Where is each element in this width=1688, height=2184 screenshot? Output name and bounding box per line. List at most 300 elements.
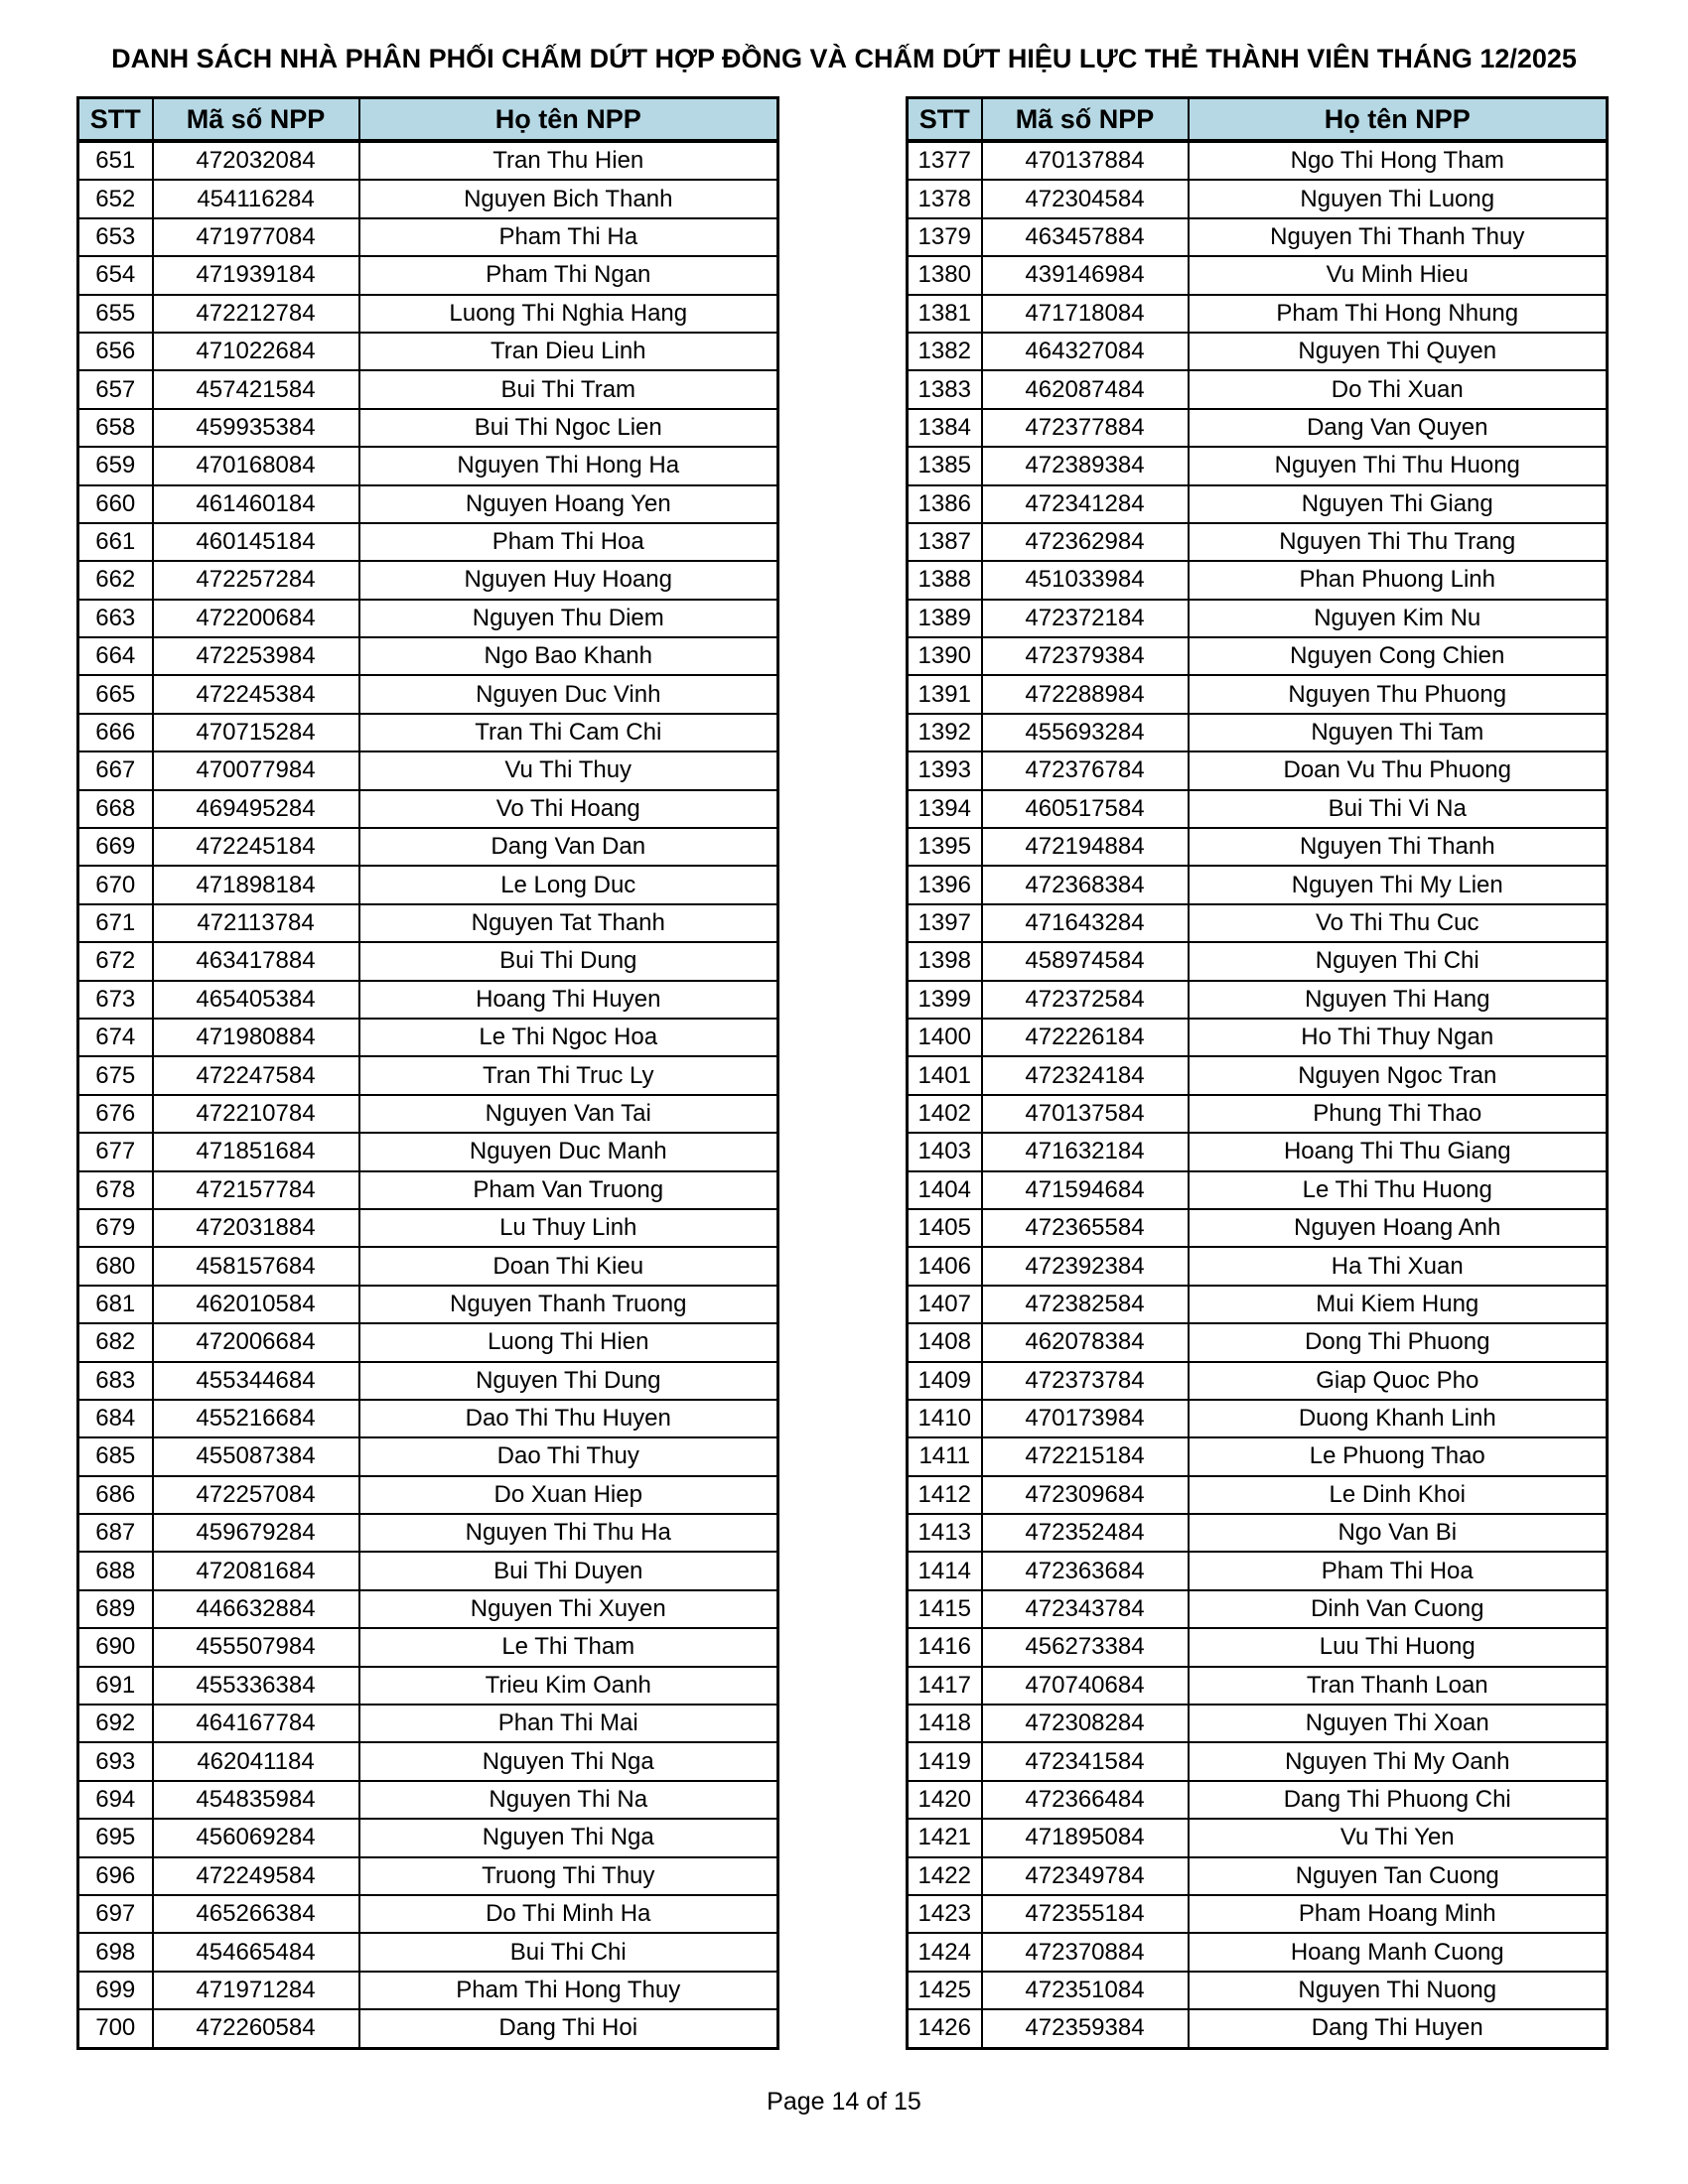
stt-cell: 685 [78, 1437, 153, 1475]
table-row [908, 447, 1608, 484]
code-cell: 472352484 [982, 1514, 1189, 1552]
code-cell: 472376784 [982, 751, 1189, 789]
code-cell: 472288984 [982, 675, 1189, 713]
table-row [908, 1819, 1608, 1856]
name-cell: Do Xuan Hiep [359, 1476, 778, 1514]
name-cell: Phan Phuong Linh [1189, 561, 1608, 599]
name-cell: Nguyen Thi Thu Huong [1189, 447, 1608, 484]
name-cell: Doan Thi Kieu [359, 1247, 778, 1285]
code-cell: 446632884 [153, 1590, 359, 1628]
col-header-stt: STT [908, 98, 982, 142]
name-cell: Nguyen Cong Chien [1189, 637, 1608, 675]
code-cell: 472212784 [153, 295, 359, 333]
stt-cell: 653 [78, 218, 153, 256]
name-cell: Ho Thi Thuy Ngan [1189, 1019, 1608, 1056]
stt-cell: 691 [78, 1667, 153, 1705]
table-row [78, 1476, 778, 1514]
stt-cell: 1425 [908, 1972, 982, 2009]
table-row [908, 1476, 1608, 1514]
name-cell: Nguyen Thu Diem [359, 600, 778, 637]
stt-cell: 1423 [908, 1895, 982, 1933]
code-cell: 470137584 [982, 1095, 1189, 1133]
name-cell: Tran Thu Hien [359, 141, 778, 180]
table-row [908, 1705, 1608, 1742]
table-row [908, 714, 1608, 751]
table-row [908, 485, 1608, 523]
code-cell: 472341584 [982, 1742, 1189, 1780]
stt-cell: 1397 [908, 904, 982, 942]
code-cell: 472366484 [982, 1781, 1189, 1819]
table-row [78, 1019, 778, 1056]
code-cell: 462041184 [153, 1742, 359, 1780]
table-row [78, 904, 778, 942]
stt-cell: 696 [78, 1857, 153, 1895]
table-row [78, 751, 778, 789]
name-cell: Nguyen Thi Hong Ha [359, 447, 778, 484]
code-cell: 471718084 [982, 295, 1189, 333]
stt-cell: 1389 [908, 600, 982, 637]
code-cell: 472006684 [153, 1323, 359, 1361]
code-cell: 470137884 [982, 141, 1189, 180]
table-row [78, 1095, 778, 1133]
name-cell: Doan Vu Thu Phuong [1189, 751, 1608, 789]
code-cell: 472389384 [982, 447, 1189, 484]
table-row [908, 1133, 1608, 1170]
stt-cell: 1407 [908, 1286, 982, 1323]
name-cell: Dao Thi Thuy [359, 1437, 778, 1475]
name-cell: Bui Thi Chi [359, 1933, 778, 1971]
code-cell: 472372184 [982, 600, 1189, 637]
table-row [908, 1628, 1608, 1666]
table-row [78, 1400, 778, 1437]
code-cell: 464327084 [982, 333, 1189, 370]
name-cell: Nguyen Thanh Truong [359, 1286, 778, 1323]
code-cell: 472113784 [153, 904, 359, 942]
table-row [78, 1705, 778, 1742]
table-row [78, 1362, 778, 1400]
name-cell: Pham Hoang Minh [1189, 1895, 1608, 1933]
name-cell: Pham Thi Hoa [1189, 1552, 1608, 1589]
stt-cell: 1384 [908, 409, 982, 447]
name-cell: Nguyen Thi Luong [1189, 180, 1608, 217]
table-row [78, 1286, 778, 1323]
name-cell: Luong Thi Hien [359, 1323, 778, 1361]
stt-cell: 665 [78, 675, 153, 713]
stt-cell: 1402 [908, 1095, 982, 1133]
table-row [78, 600, 778, 637]
col-header-name: Họ tên NPP [359, 98, 778, 142]
code-cell: 472309684 [982, 1476, 1189, 1514]
code-cell: 472260584 [153, 2009, 359, 2048]
table-row [908, 256, 1608, 294]
name-cell: Dinh Van Cuong [1189, 1590, 1608, 1628]
table-row [908, 218, 1608, 256]
name-cell: Vu Thi Yen [1189, 1819, 1608, 1856]
stt-cell: 1395 [908, 828, 982, 866]
stt-cell: 1421 [908, 1819, 982, 1856]
table-row [78, 561, 778, 599]
name-cell: Pham Thi Hoa [359, 523, 778, 561]
stt-cell: 654 [78, 256, 153, 294]
stt-cell: 1387 [908, 523, 982, 561]
name-cell: Nguyen Thi Tam [1189, 714, 1608, 751]
stt-cell: 1399 [908, 981, 982, 1019]
code-cell: 465405384 [153, 981, 359, 1019]
name-cell: Dang Thi Phuong Chi [1189, 1781, 1608, 1819]
table-row [908, 523, 1608, 561]
code-cell: 463457884 [982, 218, 1189, 256]
stt-cell: 1391 [908, 675, 982, 713]
stt-cell: 656 [78, 333, 153, 370]
name-cell: Nguyen Bich Thanh [359, 180, 778, 217]
name-cell: Bui Thi Vi Na [1189, 790, 1608, 828]
table-row [78, 1552, 778, 1589]
name-cell: Le Long Duc [359, 866, 778, 903]
table-row [908, 180, 1608, 217]
table-row [908, 1781, 1608, 1819]
code-cell: 472370884 [982, 1933, 1189, 1971]
name-cell: Tran Thi Cam Chi [359, 714, 778, 751]
table-row [908, 1742, 1608, 1780]
table-row [908, 1286, 1608, 1323]
table-row [908, 1857, 1608, 1895]
table-row [908, 904, 1608, 942]
code-cell: 451033984 [982, 561, 1189, 599]
name-cell: Nguyen Thi Thanh Thuy [1189, 218, 1608, 256]
name-cell: Nguyen Thi Hang [1189, 981, 1608, 1019]
name-cell: Bui Thi Dung [359, 942, 778, 980]
stt-cell: 1416 [908, 1628, 982, 1666]
code-cell: 471643284 [982, 904, 1189, 942]
stt-cell: 651 [78, 141, 153, 180]
code-cell: 470715284 [153, 714, 359, 751]
name-cell: Hoang Thi Thu Giang [1189, 1133, 1608, 1170]
name-cell: Vo Thi Hoang [359, 790, 778, 828]
table-row [908, 790, 1608, 828]
code-cell: 455507984 [153, 1628, 359, 1666]
name-cell: Nguyen Duc Manh [359, 1133, 778, 1170]
page-title: DANH SÁCH NHÀ PHÂN PHỐI CHẤM DỨT HỢP ĐỒNG VÀ CHẤM DỨT HIỆU LỰC THẺ THÀNH VIÊN THÁNG 12/2025 [111, 44, 1577, 73]
right-table-header-row [908, 98, 1608, 142]
name-cell: Nguyen Thi Giang [1189, 485, 1608, 523]
stt-cell: 677 [78, 1133, 153, 1170]
code-cell: 472253984 [153, 637, 359, 675]
code-cell: 472351084 [982, 1972, 1189, 2009]
table-row [908, 1362, 1608, 1400]
stt-cell: 1383 [908, 370, 982, 408]
code-cell: 472081684 [153, 1552, 359, 1589]
table-row [78, 1857, 778, 1895]
name-cell: Do Thi Xuan [1189, 370, 1608, 408]
stt-cell: 1403 [908, 1133, 982, 1170]
stt-cell: 1400 [908, 1019, 982, 1056]
stt-cell: 698 [78, 1933, 153, 1971]
name-cell: Nguyen Thi Chi [1189, 942, 1608, 980]
stt-cell: 1405 [908, 1209, 982, 1247]
code-cell: 471594684 [982, 1171, 1189, 1209]
name-cell: Nguyen Hoang Anh [1189, 1209, 1608, 1247]
table-row [908, 1552, 1608, 1589]
table-row [908, 1590, 1608, 1628]
table-row [78, 409, 778, 447]
name-cell: Vo Thi Thu Cuc [1189, 904, 1608, 942]
code-cell: 472372584 [982, 981, 1189, 1019]
stt-cell: 1390 [908, 637, 982, 675]
name-cell: Pham Thi Ngan [359, 256, 778, 294]
code-cell: 472355184 [982, 1895, 1189, 1933]
table-row [78, 485, 778, 523]
stt-cell: 1382 [908, 333, 982, 370]
table-row [908, 1323, 1608, 1361]
name-cell: Vu Thi Thuy [359, 751, 778, 789]
name-cell: Nguyen Thi Nga [359, 1742, 778, 1780]
table-row [78, 333, 778, 370]
table-row [78, 1209, 778, 1247]
tables-container [0, 96, 1688, 2050]
code-cell: 460145184 [153, 523, 359, 561]
stt-cell: 661 [78, 523, 153, 561]
stt-cell: 668 [78, 790, 153, 828]
table-row [908, 1247, 1608, 1285]
stt-cell: 1412 [908, 1476, 982, 1514]
stt-cell: 1379 [908, 218, 982, 256]
name-cell: Dao Thi Thu Huyen [359, 1400, 778, 1437]
code-cell: 472382584 [982, 1286, 1189, 1323]
code-cell: 456069284 [153, 1819, 359, 1856]
code-cell: 472247584 [153, 1056, 359, 1094]
table-row [78, 1781, 778, 1819]
name-cell: Dong Thi Phuong [1189, 1323, 1608, 1361]
code-cell: 472365584 [982, 1209, 1189, 1247]
stt-cell: 681 [78, 1286, 153, 1323]
table-row [908, 637, 1608, 675]
table-row [908, 2009, 1608, 2048]
name-cell: Truong Thi Thuy [359, 1857, 778, 1895]
table-row [78, 1972, 778, 2009]
table-row [908, 1400, 1608, 1437]
name-cell: Le Thi Ngoc Hoa [359, 1019, 778, 1056]
stt-cell: 690 [78, 1628, 153, 1666]
stt-cell: 672 [78, 942, 153, 980]
stt-cell: 678 [78, 1171, 153, 1209]
name-cell: Nguyen Duc Vinh [359, 675, 778, 713]
code-cell: 461460184 [153, 485, 359, 523]
code-cell: 458157684 [153, 1247, 359, 1285]
table-row [78, 790, 778, 828]
name-cell: Nguyen Tan Cuong [1189, 1857, 1608, 1895]
name-cell: Nguyen Thi Xuyen [359, 1590, 778, 1628]
code-cell: 472194884 [982, 828, 1189, 866]
stt-cell: 689 [78, 1590, 153, 1628]
name-cell: Giap Quoc Pho [1189, 1362, 1608, 1400]
code-cell: 471977084 [153, 218, 359, 256]
stt-cell: 1378 [908, 180, 982, 217]
stt-cell: 687 [78, 1514, 153, 1552]
name-cell: Lu Thuy Linh [359, 1209, 778, 1247]
table-row [908, 1171, 1608, 1209]
left-table [76, 96, 779, 2050]
code-cell: 454665484 [153, 1933, 359, 1971]
code-cell: 472308284 [982, 1705, 1189, 1742]
name-cell: Bui Thi Ngoc Lien [359, 409, 778, 447]
stt-cell: 1388 [908, 561, 982, 599]
code-cell: 459679284 [153, 1514, 359, 1552]
name-cell: Duong Khanh Linh [1189, 1400, 1608, 1437]
code-cell: 455336384 [153, 1667, 359, 1705]
name-cell: Nguyen Thu Phuong [1189, 675, 1608, 713]
code-cell: 471980884 [153, 1019, 359, 1056]
table-row [908, 1895, 1608, 1933]
code-cell: 472362984 [982, 523, 1189, 561]
stt-cell: 1377 [908, 141, 982, 180]
stt-cell: 699 [78, 1972, 153, 2009]
code-cell: 463417884 [153, 942, 359, 980]
stt-cell: 697 [78, 1895, 153, 1933]
stt-cell: 1386 [908, 485, 982, 523]
stt-cell: 667 [78, 751, 153, 789]
page-number: Page 14 of 15 [767, 2087, 921, 2116]
name-cell: Pham Thi Ha [359, 218, 778, 256]
table-row [908, 1437, 1608, 1475]
table-row [908, 751, 1608, 789]
table-row [908, 600, 1608, 637]
name-cell: Le Thi Tham [359, 1628, 778, 1666]
name-cell: Hoang Thi Huyen [359, 981, 778, 1019]
stt-cell: 680 [78, 1247, 153, 1285]
stt-cell: 657 [78, 370, 153, 408]
table-row [908, 1209, 1608, 1247]
code-cell: 472359384 [982, 2009, 1189, 2048]
stt-cell: 1381 [908, 295, 982, 333]
code-cell: 472249584 [153, 1857, 359, 1895]
stt-cell: 669 [78, 828, 153, 866]
code-cell: 471022684 [153, 333, 359, 370]
code-cell: 472157784 [153, 1171, 359, 1209]
code-cell: 472377884 [982, 409, 1189, 447]
name-cell: Dang Van Quyen [1189, 409, 1608, 447]
code-cell: 472245184 [153, 828, 359, 866]
table-row [78, 942, 778, 980]
table-row [78, 866, 778, 903]
name-cell: Nguyen Thi Xoan [1189, 1705, 1608, 1742]
stt-cell: 652 [78, 180, 153, 217]
stt-cell: 1414 [908, 1552, 982, 1589]
stt-cell: 663 [78, 600, 153, 637]
code-cell: 454835984 [153, 1781, 359, 1819]
code-cell: 472257084 [153, 1476, 359, 1514]
code-cell: 470168084 [153, 447, 359, 484]
table-row [908, 866, 1608, 903]
left-table-header-row [78, 98, 778, 142]
code-cell: 472349784 [982, 1857, 1189, 1895]
name-cell: Phan Thi Mai [359, 1705, 778, 1742]
stt-cell: 674 [78, 1019, 153, 1056]
code-cell: 454116284 [153, 180, 359, 217]
name-cell: Nguyen Thi Na [359, 1781, 778, 1819]
stt-cell: 670 [78, 866, 153, 903]
table-row [78, 523, 778, 561]
name-cell: Trieu Kim Oanh [359, 1667, 778, 1705]
table-row [908, 981, 1608, 1019]
stt-cell: 1385 [908, 447, 982, 484]
table-row [78, 637, 778, 675]
code-cell: 455216684 [153, 1400, 359, 1437]
table-row [78, 1742, 778, 1780]
stt-cell: 675 [78, 1056, 153, 1094]
stt-cell: 658 [78, 409, 153, 447]
code-cell: 472245384 [153, 675, 359, 713]
name-cell: Dang Van Dan [359, 828, 778, 866]
table-row [908, 675, 1608, 713]
table-row [908, 295, 1608, 333]
table-row [78, 1056, 778, 1094]
table-row [78, 1628, 778, 1666]
table-row [908, 1056, 1608, 1094]
code-cell: 462078384 [982, 1323, 1189, 1361]
code-cell: 469495284 [153, 790, 359, 828]
name-cell: Nguyen Thi Thu Trang [1189, 523, 1608, 561]
table-row [78, 1323, 778, 1361]
name-cell: Pham Van Truong [359, 1171, 778, 1209]
stt-cell: 1419 [908, 1742, 982, 1780]
name-cell: Luong Thi Nghia Hang [359, 295, 778, 333]
code-cell: 459935384 [153, 409, 359, 447]
code-cell: 472210784 [153, 1095, 359, 1133]
code-cell: 455344684 [153, 1362, 359, 1400]
table-row [78, 675, 778, 713]
stt-cell: 1426 [908, 2009, 982, 2048]
table-row [908, 1933, 1608, 1971]
code-cell: 465266384 [153, 1895, 359, 1933]
table-row [908, 1019, 1608, 1056]
col-header-code: Mã số NPP [982, 98, 1189, 142]
stt-cell: 673 [78, 981, 153, 1019]
code-cell: 439146984 [982, 256, 1189, 294]
name-cell: Ngo Bao Khanh [359, 637, 778, 675]
table-row [908, 1514, 1608, 1552]
name-cell: Hoang Manh Cuong [1189, 1933, 1608, 1971]
stt-cell: 671 [78, 904, 153, 942]
table-row [78, 714, 778, 751]
code-cell: 470740684 [982, 1667, 1189, 1705]
table-row [78, 295, 778, 333]
name-cell: Ngo Van Bi [1189, 1514, 1608, 1552]
code-cell: 472392384 [982, 1247, 1189, 1285]
name-cell: Nguyen Ngoc Tran [1189, 1056, 1608, 1094]
table-row [78, 180, 778, 217]
code-cell: 458974584 [982, 942, 1189, 980]
name-cell: Nguyen Thi Thanh [1189, 828, 1608, 866]
table-row [908, 370, 1608, 408]
name-cell: Nguyen Thi My Lien [1189, 866, 1608, 903]
code-cell: 460517584 [982, 790, 1189, 828]
stt-cell: 1409 [908, 1362, 982, 1400]
name-cell: Tran Thanh Loan [1189, 1667, 1608, 1705]
name-cell: Nguyen Thi My Oanh [1189, 1742, 1608, 1780]
stt-cell: 693 [78, 1742, 153, 1780]
stt-cell: 1410 [908, 1400, 982, 1437]
code-cell: 455693284 [982, 714, 1189, 751]
name-cell: Dang Thi Hoi [359, 2009, 778, 2048]
name-cell: Nguyen Van Tai [359, 1095, 778, 1133]
name-cell: Nguyen Huy Hoang [359, 561, 778, 599]
name-cell: Le Thi Thu Huong [1189, 1171, 1608, 1209]
code-cell: 462010584 [153, 1286, 359, 1323]
code-cell: 472363684 [982, 1552, 1189, 1589]
name-cell: Ngo Thi Hong Tham [1189, 141, 1608, 180]
table-row [908, 333, 1608, 370]
stt-cell: 664 [78, 637, 153, 675]
